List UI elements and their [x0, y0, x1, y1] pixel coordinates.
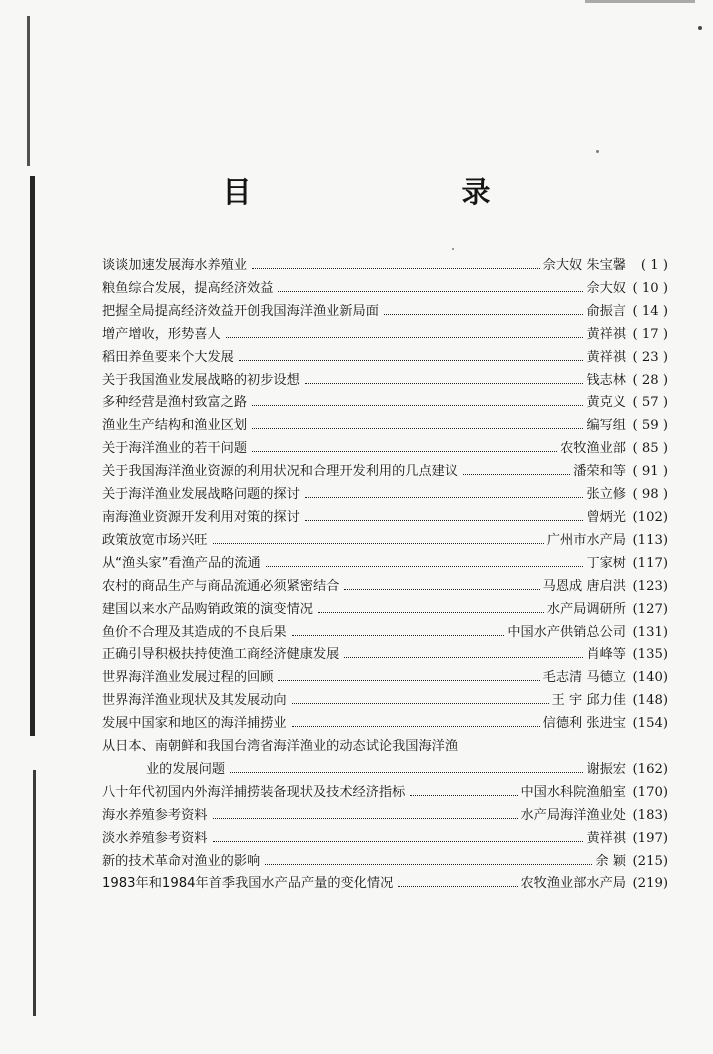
dot-leader: [292, 726, 540, 727]
dot-leader: [398, 886, 517, 887]
dot-leader: [213, 818, 518, 819]
toc-entry-page: (113): [632, 532, 668, 548]
toc-entry-title: 淡水养殖参考资料: [102, 830, 208, 846]
toc-entry-page: (183): [632, 807, 668, 823]
toc-entry-page: ( 17 ): [632, 326, 668, 342]
toc-entry-title: 政策放宽市场兴旺: [102, 532, 208, 548]
dot-leader: [463, 474, 570, 475]
toc-entry-author: 黄祥祺: [586, 349, 626, 365]
dot-leader: [344, 657, 583, 658]
dot-leader: [252, 451, 557, 452]
toc-entry[interactable]: [102, 736, 668, 782]
toc-entry[interactable]: [102, 690, 668, 713]
toc-entry[interactable]: [102, 805, 668, 828]
toc-entry-author: 信德利 张进宝: [542, 716, 626, 732]
toc-entry-title: 把握全局提高经济效益开创我国海洋渔业新局面: [102, 303, 379, 319]
toc-entry-title: 从“渔头家”看渔产品的流通: [102, 555, 261, 571]
dot-leader: [278, 291, 583, 292]
toc-entry-author: 农牧渔业部水产局: [520, 876, 626, 892]
toc-entry-title: 世界海洋渔业现状及其发展动向: [102, 693, 287, 709]
dot-leader: [410, 795, 517, 796]
toc-entry-page: (154): [632, 716, 668, 732]
toc-entry-title: 正确引导积极扶持使渔工商经济健康发展: [102, 647, 340, 663]
scan-speck: [596, 150, 599, 153]
dot-leader: [305, 520, 584, 521]
toc-entry-author: 黄克义: [586, 395, 626, 411]
toc-entry-author: 谢振宏: [586, 761, 626, 777]
toc-entry-author: 潘荣和等: [573, 464, 626, 480]
dot-leader: [230, 772, 583, 773]
toc-entry-title: 发展中国家和地区的海洋捕捞业: [102, 716, 287, 732]
toc-entry[interactable]: [102, 553, 668, 576]
toc-entry-page: (140): [632, 670, 668, 686]
toc-entry-page: (102): [632, 509, 668, 525]
toc-entry[interactable]: [102, 851, 668, 874]
toc-entry-author: 水产局海洋渔业处: [520, 807, 626, 823]
toc-entry-title: 增产增收，形势喜人: [102, 326, 221, 342]
toc-entry-author: 张立修: [586, 487, 626, 503]
toc-entry[interactable]: [102, 461, 668, 484]
toc-entry-title: 鱼价不合理及其造成的不良后果: [102, 624, 287, 640]
toc-entry-title: 海水养殖参考资料: [102, 807, 208, 823]
toc-entry[interactable]: [102, 301, 668, 324]
toc-entry-page: (170): [632, 784, 668, 800]
toc-entry-title: 关于我国渔业发展战略的初步设想: [102, 372, 300, 388]
dot-leader: [266, 566, 584, 567]
toc-entry[interactable]: [102, 278, 668, 301]
toc-entry-author: 黄祥祺: [586, 830, 626, 846]
toc-entry-page: (148): [632, 693, 668, 709]
toc-entry-page: ( 98 ): [632, 487, 668, 503]
toc-entry-page: ( 57 ): [632, 395, 668, 411]
toc-entry-title: 渔业生产结构和渔业区划: [102, 418, 248, 434]
toc-entry-title: 新的技术革命对渔业的影响: [102, 853, 261, 869]
toc-entry[interactable]: [102, 484, 668, 507]
toc-entry-author: 广州市水产局: [546, 532, 626, 548]
toc-entry-page: ( 14 ): [632, 303, 668, 319]
toc-entry-author: 佘大奴: [586, 280, 626, 296]
toc-entry[interactable]: [102, 347, 668, 370]
dot-leader: [292, 635, 505, 636]
toc-entry-page: (215): [632, 853, 668, 869]
toc-entry-author: 农牧渔业部: [560, 441, 626, 457]
toc-entry-author: 余 颖: [595, 853, 626, 869]
toc-entry[interactable]: [102, 255, 668, 278]
toc-entry[interactable]: [102, 782, 668, 805]
toc-entry-author: 马恩成 唐启洪: [542, 578, 626, 594]
toc-entry-page: (117): [632, 555, 668, 571]
toc-entry[interactable]: [102, 324, 668, 347]
toc-entry-line: [102, 759, 668, 782]
toc-entry-page: ( 91 ): [632, 464, 668, 480]
toc-entry-author: 俞振言: [586, 303, 626, 319]
toc-entry-author: 钱志林: [586, 372, 626, 388]
toc-entry[interactable]: [102, 644, 668, 667]
toc-entry-page: ( 85 ): [632, 441, 668, 457]
toc-entry-author: 中国水产供销总公司: [507, 624, 626, 640]
toc-entry-author: 肖峰等: [586, 647, 626, 663]
dot-leader: [213, 543, 544, 544]
toc-entry[interactable]: [102, 873, 668, 896]
scan-edge-mark: [33, 770, 36, 1016]
toc-entry-author: 佘大奴 朱宝馨: [542, 258, 626, 273]
scan-speck: [452, 248, 454, 250]
toc-entry-title: 世界海洋渔业发展过程的回顾: [102, 670, 274, 686]
toc-entry[interactable]: [102, 530, 668, 553]
toc-entry-author: 丁家树: [586, 555, 626, 571]
toc-entry[interactable]: [102, 507, 668, 530]
toc-entry[interactable]: [102, 438, 668, 461]
page-title: 目 录: [222, 175, 591, 209]
toc-entry-page: (219): [632, 876, 668, 892]
toc-entry-title: 八十年代初国内外海洋捕捞装备现状及技术经济指标: [102, 784, 406, 800]
dot-leader: [239, 360, 584, 361]
toc-entry-title: 稻田养鱼要来个大发展: [102, 349, 234, 365]
toc-entry[interactable]: [102, 392, 668, 415]
dot-leader: [252, 428, 583, 429]
toc-entry-title: 多种经营是渔村致富之路: [102, 395, 248, 411]
toc-entry-author: 水产局调研所: [546, 601, 626, 617]
table-of-contents: [102, 255, 668, 896]
toc-entry-page: (197): [632, 830, 668, 846]
toc-entry-page: ( 59 ): [632, 418, 668, 434]
toc-entry-author: 中国水科院渔船室: [520, 784, 626, 800]
dot-leader: [318, 612, 544, 613]
toc-entry-title-line1: 从日本、南朝鲜和我国台湾省海洋渔业的动态试论我国海洋渔: [102, 739, 459, 755]
toc-entry-page: (162): [632, 761, 668, 777]
toc-entry[interactable]: [102, 667, 668, 690]
toc-entry-page: (131): [632, 624, 668, 640]
toc-entry-author: 王 宇 邱力佳: [551, 693, 626, 709]
toc-entry-title: 建国以来水产品购销政策的演变情况: [102, 601, 313, 617]
toc-entry-page: ( 28 ): [632, 372, 668, 388]
toc-entry-page: ( 23 ): [632, 349, 668, 365]
dot-leader: [252, 405, 583, 406]
toc-entry[interactable]: [102, 713, 668, 736]
toc-entry-title: 业的发展问题: [146, 761, 226, 777]
toc-entry-title: 谈谈加速发展海水养殖业: [102, 258, 248, 273]
toc-entry-author: 曾炳光: [586, 509, 626, 525]
dot-leader: [226, 337, 584, 338]
toc-entry-title: 1983年和1984年首季我国水产品产量的变化情况: [102, 876, 394, 892]
dot-leader: [213, 841, 584, 842]
toc-entry-title: 关于海洋渔业的若干问题: [102, 441, 248, 457]
toc-entry[interactable]: [102, 622, 668, 645]
toc-entry-author: 毛志清 马德立: [542, 670, 626, 686]
toc-entry-page: ( 10 ): [632, 280, 668, 296]
toc-entry[interactable]: [102, 828, 668, 851]
dot-leader: [305, 383, 584, 384]
dot-leader: [278, 680, 539, 681]
scan-edge-mark: [27, 16, 30, 166]
dot-leader: [384, 314, 584, 315]
dot-leader: [305, 497, 584, 498]
toc-entry-page: (127): [632, 601, 668, 617]
toc-entry-title: 关于海洋渔业发展战略问题的探讨: [102, 487, 300, 503]
dot-leader: [252, 268, 540, 269]
toc-entry-page: ( 1 ): [640, 258, 668, 273]
toc-entry-page: (135): [632, 647, 668, 663]
toc-entry[interactable]: [102, 370, 668, 393]
toc-entry-title: 关于我国海洋渔业资源的利用状况和合理开发利用的几点建议: [102, 464, 459, 480]
dot-leader: [344, 589, 539, 590]
toc-entry[interactable]: [102, 576, 668, 599]
scan-edge-mark: [30, 176, 35, 736]
toc-entry-page: (123): [632, 578, 668, 594]
toc-entry-title: 南海渔业资源开发利用对策的探讨: [102, 509, 300, 525]
toc-entry[interactable]: [102, 599, 668, 622]
scan-edge-mark: [585, 0, 695, 3]
toc-entry-title: 农村的商品生产与商品流通必须紧密结合: [102, 578, 340, 594]
toc-entry[interactable]: [102, 415, 668, 438]
scan-speck: [698, 26, 702, 30]
toc-entry-author: 黄祥祺: [586, 326, 626, 342]
dot-leader: [265, 864, 592, 865]
toc-entry-title: 粮鱼综合发展，提高经济效益: [102, 280, 274, 296]
dot-leader: [292, 703, 549, 704]
toc-entry-author: 编写组: [586, 418, 626, 434]
